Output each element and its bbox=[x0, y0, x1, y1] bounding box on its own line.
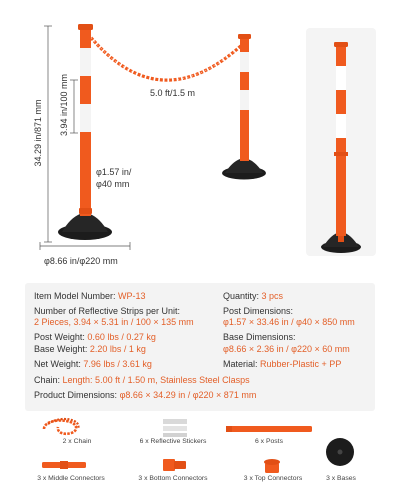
chain-component-image bbox=[44, 419, 78, 434]
chain bbox=[88, 34, 245, 80]
strip-dimension-label: 3.94 in/100 mm bbox=[59, 73, 69, 137]
spec-base-weight: Base Weight: 2.20 lbs / 1 kg bbox=[34, 344, 146, 354]
spec-base-dim-value: φ8.66 × 2.36 in / φ220 × 60 mm bbox=[223, 344, 350, 354]
diameter-label-2: φ40 mm bbox=[96, 179, 130, 189]
height-dimension-label: 34.29 in/871 mm bbox=[33, 99, 43, 167]
spec-material: Material: Rubber-Plastic + PP bbox=[223, 359, 342, 369]
component-caption-bottom-connectors: 3 x Bottom Connectors bbox=[138, 475, 208, 482]
base-image bbox=[326, 438, 354, 466]
component-caption-stickers: 6 x Reflective Stickers bbox=[139, 438, 207, 445]
specifications-panel bbox=[25, 283, 375, 411]
components-illustration bbox=[0, 415, 402, 500]
posts-image bbox=[226, 426, 312, 432]
spec-quantity: Quantity: 3 pcs bbox=[223, 291, 284, 301]
spec-chain: Chain: Length: 5.00 ft / 1.50 m, Stainless Steel Clasps bbox=[34, 375, 250, 385]
middle-connectors-image bbox=[42, 461, 86, 469]
spec-post-dim-value: φ1.57 × 33.46 in / φ40 × 850 mm bbox=[223, 317, 355, 327]
component-caption-chain: 2 x Chain bbox=[62, 438, 92, 445]
spec-post-weight: Post Weight: 0.60 lbs / 0.27 kg bbox=[34, 332, 156, 342]
spec-strips-label: Number of Reflective Strips per Unit: bbox=[34, 306, 181, 316]
chain-length-label: 5.0 ft/1.5 m bbox=[150, 88, 196, 98]
reflective-stickers-image bbox=[163, 419, 187, 437]
spec-product-dim: Product Dimensions: φ8.66 × 34.29 in / φ220 × 871 mm bbox=[34, 390, 257, 400]
diameter-label-1: φ1.57 in/ bbox=[96, 167, 132, 177]
spec-model: Item Model Number: WP-13 bbox=[34, 291, 146, 301]
spec-strips-value: 2 Pieces, 3.94 × 5.31 in / 100 × 135 mm bbox=[34, 317, 194, 327]
bottom-connectors-image bbox=[163, 459, 186, 471]
component-caption-bases: 3 x Bases bbox=[326, 475, 356, 482]
spec-post-dim-label: Post Dimensions: bbox=[223, 306, 294, 316]
spec-net-weight: Net Weight: 7.96 lbs / 3.61 kg bbox=[34, 359, 152, 369]
component-caption-middle-connectors: 3 x Middle Connectors bbox=[37, 475, 105, 482]
base-dimension-label: φ8.66 in/φ220 mm bbox=[44, 256, 118, 266]
component-caption-top-connectors: 3 x Top Connectors bbox=[243, 475, 303, 482]
spec-base-dim-label: Base Dimensions: bbox=[223, 332, 296, 342]
component-caption-posts: 6 x Posts bbox=[255, 438, 283, 445]
top-connectors-image bbox=[264, 459, 280, 473]
